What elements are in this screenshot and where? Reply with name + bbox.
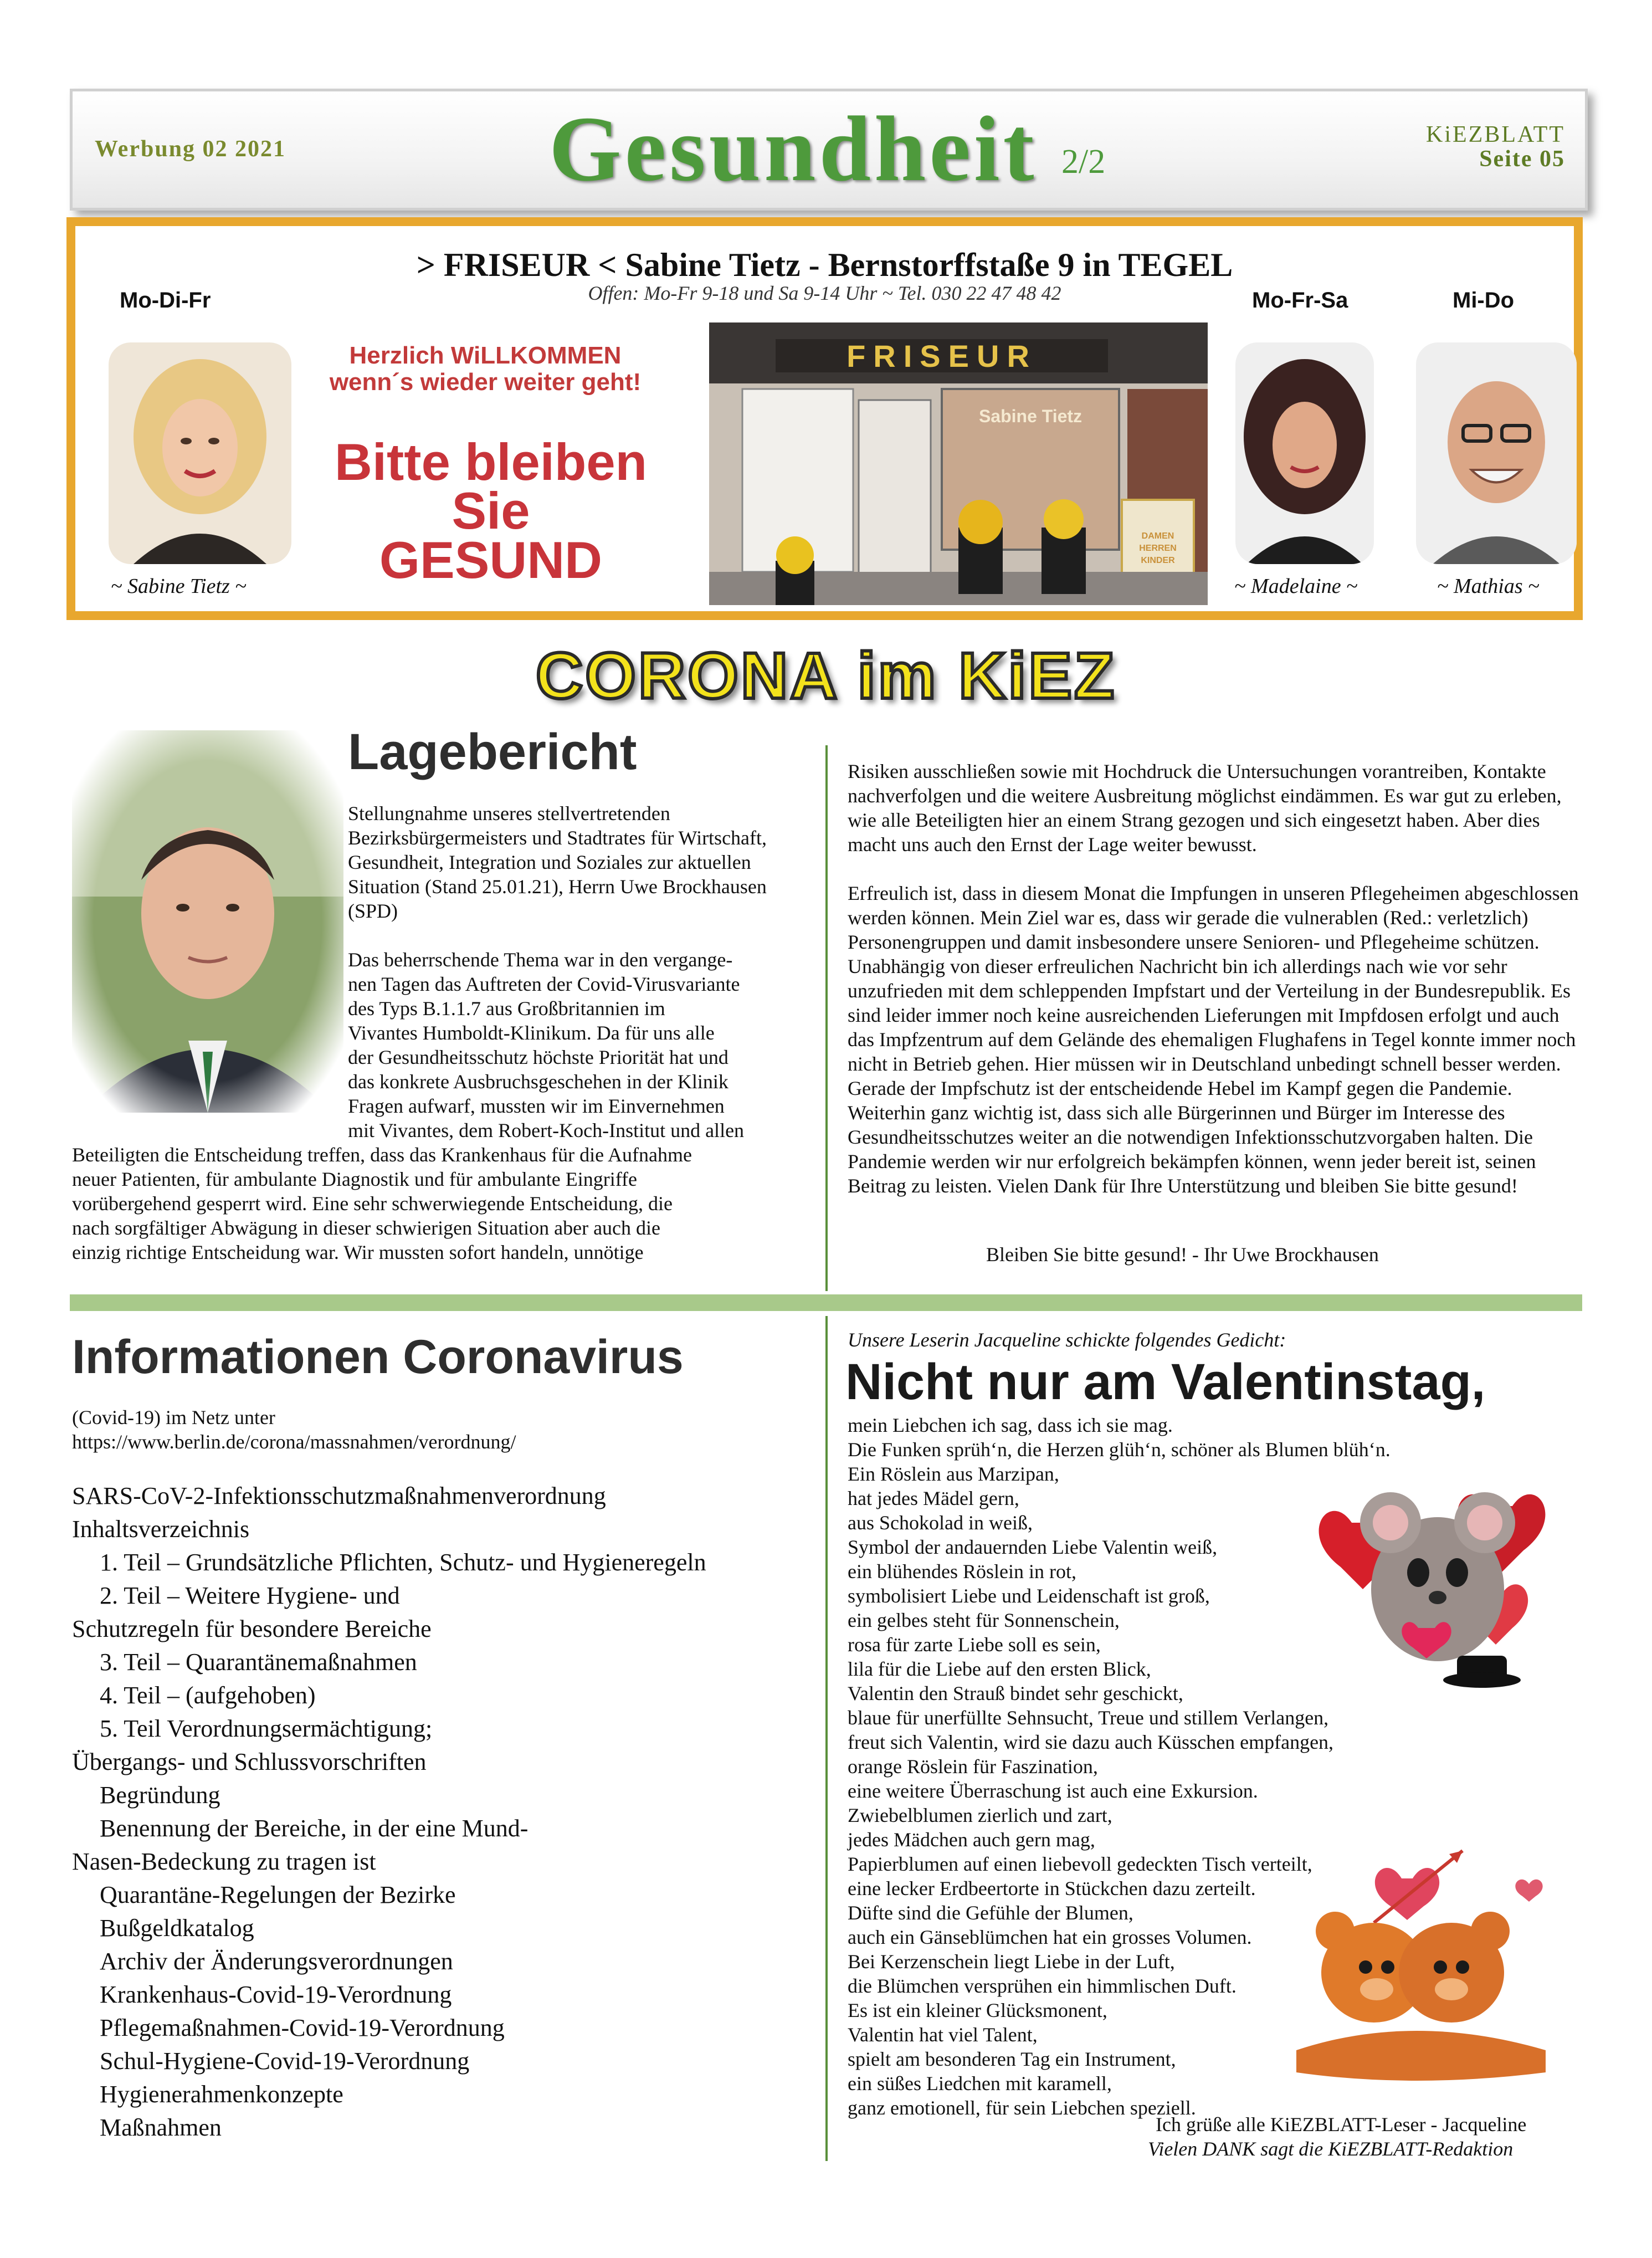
article-column-narrow	[348, 948, 819, 1143]
poem-line: aus Schokolad in weiß,	[848, 1512, 1033, 1534]
door-sign-line-3: KINDER	[1141, 556, 1175, 565]
staff-caption-sabine: ~ Sabine Tietz ~	[111, 575, 247, 598]
toc-item[interactable]: 5. Teil Verordnungsermächtigung;	[100, 1715, 433, 1742]
toc-item[interactable]: Schutzregeln für besondere Bereiche	[72, 1615, 432, 1642]
article-line: vorübergehend gesperrt wird. Eine sehr schwerwiegende Entscheidung, die	[72, 1192, 673, 1215]
article-line: nen Tagen das Auftreten der Covid-Virusvariante	[348, 973, 740, 995]
poem-line: rosa für zarte Liebe soll es sein,	[848, 1634, 1101, 1656]
poem-greeting: Ich grüße alle KiEZBLATT-Leser - Jacqueline	[1156, 2113, 1527, 2136]
poem-line: mein Liebchen ich sag, dass ich sie mag.	[848, 1414, 1173, 1436]
page-header	[70, 89, 1588, 211]
poem-line: ein gelbes steht für Sonnenschein,	[848, 1609, 1120, 1631]
article-right-paragraph-2: Erfreulich ist, dass in diesem Monat die Impfungen in unseren Pflegeheimen abgeschlossen werden können. Mein Ziel war es, dass wir gerade die vulnerablen (Red.: verletzlich) Personengruppen und damit insbesondere unsere Senioren- und Pflegeheime schützen. Unabhängig von dieser erfreulichen Nachricht bin ich allerdings nach wie vor sehr unzufrieden mit dem schleppenden Impfstart und der Verteilung in der Bundesrepublik. Es sind leider immer noch keine ausreichenden Lieferungen mit Impfdosen erfolgt und auch das Impfzentrum auf dem Gelände des ehemaligen Flughafens in Tegel konnte immer noch nicht in Betrieb gehen. Hier müssen wir in Deutschland unbedingt schnell besser werden. Gerade der Impfschutz ist der entscheidende Hebel im Kampf gegen die Pandemie. Weiterhin ganz wichtig ist, dass sich alle Bürgerinnen und Bürger im Interesse des Gesundheitsschutzes weiter an die notwendigen Infektionsschutzvorgaben halten. Die Pandemie werden wir nur erfolgreich bekämpfen können, wenn jeder bereit ist, seinen Beitrag zu leisten. Vielen Dank für Ihre Unterstützung und bleiben Sie bitte gesund!	[848, 882, 1579, 1197]
staff-days-madelaine: Mo-Fr-Sa	[1252, 288, 1348, 313]
staff-caption-madelaine: ~ Madelaine ~	[1234, 575, 1358, 598]
toc-item[interactable]: Benennung der Bereiche, in der eine Mund-	[100, 1815, 529, 1842]
toc-item[interactable]: Bußgeldkatalog	[100, 1914, 254, 1942]
column-divider	[825, 745, 828, 1291]
stay-safe-line-2: Sie	[452, 482, 530, 540]
welcome-message: Herzlich WiLLKOMMEN wenn´s wieder weiter geht!	[329, 342, 642, 396]
toc-item[interactable]: SARS-CoV-2-Infektionsschutzmaßnahmenverordnung	[72, 1482, 606, 1509]
shop-window-text: Sabine Tietz	[978, 406, 1082, 426]
poem-line: Papierblumen auf einen liebevoll gedeckten Tisch verteilt,	[848, 1853, 1312, 1875]
salon-headline: > FRISEUR < Sabine Tietz - Bernstorffstaße 9 in TEGEL	[416, 247, 1233, 283]
poem-line: ganz emotionell, für sein Liebchen speziell.	[848, 2097, 1196, 2119]
poem-title: Nicht nur am Valentinstag,	[845, 1354, 1486, 1410]
brand-name: KiEZBLATT	[1426, 122, 1565, 147]
article-line: Das beherrschende Thema war in den vergange-	[348, 949, 733, 971]
toc-item[interactable]: 1. Teil – Grundsätzliche Pflichten, Schutz- und Hygieneregeln	[100, 1549, 706, 1576]
toc-item[interactable]: Krankenhaus-Covid-19-Verordnung	[100, 1981, 452, 2008]
mouse-hearts-illustration	[1307, 1456, 1568, 1700]
page-fraction: 2/2	[1061, 143, 1106, 181]
poem-line: auch ein Gänseblümchen hat ein grosses Volumen.	[848, 1926, 1252, 1948]
portrait-mathias	[1416, 342, 1577, 564]
poem-line: symbolisiert Liebe und Leidenschaft ist groß,	[848, 1585, 1210, 1607]
poem-line: Es ist ein kleiner Glücksmonent,	[848, 1999, 1107, 2021]
toc-item[interactable]: Schul-Hygiene-Covid-19-Verordnung	[100, 2047, 470, 2075]
article-line: des Typs B.1.1.7 aus Großbritannien im	[348, 997, 665, 1020]
page-title: Gesundheit	[549, 98, 1038, 201]
toc-item[interactable]: Begründung	[100, 1781, 220, 1809]
photo-uwe-brockhausen	[72, 730, 343, 1113]
poem-line: blaue für unerfüllte Sehnsucht, Treue und stillem Verlangen,	[848, 1707, 1329, 1729]
poem-line: eine lecker Erdbeertorte in Stückchen dazu zerteilt.	[848, 1877, 1256, 1899]
portrait-mathias-photo	[1416, 342, 1577, 564]
article-right-paragraph-1: Risiken ausschließen sowie mit Hochdruck die Untersuchungen vorantreiben, Kontakte nachverfolgen und die weitere Ausbreitung möglichst eindämmen. Es war gut zu erleben, wie alle Beteiligten hier an einem Strang gezogen und sich eingesetzt haben. Aber dies macht uns auch den Ernst der Lage weiter bewusst.	[848, 760, 1562, 856]
article-line: das konkrete Ausbruchsgeschehen in der Klinik	[348, 1071, 728, 1093]
staff-caption-mathias: ~ Mathias ~	[1437, 575, 1540, 598]
poem-line: Zwiebelblumen zierlich und zart,	[848, 1804, 1112, 1826]
poem-line: freut sich Valentin, wird sie dazu auch Küsschen empfangen,	[848, 1731, 1334, 1753]
poem-line: hat jedes Mädel gern,	[848, 1487, 1019, 1509]
toc-item[interactable]: Nasen-Bedeckung zu tragen ist	[72, 1848, 376, 1875]
article-line: Fragen aufwarf, mussten wir im Einvernehmen	[348, 1095, 725, 1117]
poem-line: orange Röslein für Faszination,	[848, 1755, 1098, 1778]
portrait-madelaine	[1235, 342, 1374, 564]
article-line: nach sorgfältiger Abwägung in dieser schwierigen Situation aber auch die	[72, 1217, 661, 1239]
door-sign-line-1: DAMEN	[1141, 531, 1174, 541]
toc-item[interactable]: Maßnahmen	[100, 2114, 222, 2141]
article-signoff: Bleiben Sie bitte gesund! - Ihr Uwe Brockhausen	[986, 1243, 1379, 1266]
poem-line: Düfte sind die Gefühle der Blumen,	[848, 1902, 1133, 1924]
toc-item[interactable]: 4. Teil – (aufgehoben)	[100, 1682, 316, 1709]
article-title-lagebericht: Lagebericht	[348, 724, 637, 780]
politician-photo	[72, 730, 343, 1113]
poem-line: Valentin den Strauß bindet sehr geschickt,	[848, 1682, 1183, 1704]
poem-intro: Unsere Leserin Jacqueline schickte folgendes Gedicht:	[848, 1329, 1286, 1351]
page-number: Seite 05	[1479, 146, 1565, 172]
poem-line: lila für die Liebe auf den ersten Blick,	[848, 1658, 1151, 1680]
toc-item[interactable]: Hygienerahmenkonzepte	[100, 2081, 343, 2108]
poem-line: Ein Röslein aus Marzipan,	[848, 1463, 1059, 1485]
staff-days-sabine: Mo-Di-Fr	[120, 288, 211, 313]
shop-front-illustration	[709, 322, 1208, 605]
info-subtitle: (Covid-19) im Netz unter	[72, 1406, 275, 1428]
stay-safe-line-1: Bitte bleiben	[334, 433, 648, 491]
article-line: Beteiligten die Entscheidung treffen, dass das Krankenhaus für die Aufnahme	[72, 1144, 692, 1166]
toc-item[interactable]: Inhaltsverzeichnis	[72, 1515, 250, 1543]
toc-item[interactable]: Übergangs- und Schlussvorschriften	[72, 1748, 427, 1775]
shop-photo	[709, 322, 1208, 605]
salon-advertisement	[66, 217, 1583, 620]
toc-item[interactable]: Pflegemaßnahmen-Covid-19-Verordnung	[100, 2014, 505, 2041]
issue-label: Werbung 02 2021	[95, 136, 286, 162]
info-url-link[interactable]: https://www.berlin.de/corona/massnahmen/verordnung/	[72, 1431, 516, 1453]
toc-item[interactable]: 3. Teil – Quarantänemaßnahmen	[100, 1648, 417, 1676]
info-title: Informationen Coronavirus	[72, 1330, 684, 1384]
mouse-hearts-clipart	[1307, 1456, 1568, 1700]
portrait-madelaine-photo	[1235, 342, 1374, 564]
stay-safe-line-3: GESUND	[379, 530, 603, 589]
editorial-thanks: Vielen DANK sagt die KiEZBLATT-Redaktion	[1148, 2138, 1514, 2160]
column-divider	[825, 1316, 828, 2161]
staff-days-mathias: Mi-Do	[1453, 288, 1515, 313]
article-line: mit Vivantes, dem Robert-Koch-Institut und allen	[348, 1119, 745, 1141]
poem-line: ein blühendes Röslein in rot,	[848, 1560, 1076, 1583]
poem-line: ein süßes Liedchen mit karamell,	[848, 2072, 1112, 2095]
poem-line: Bei Kerzenschein liegt Liebe in der Luft,	[848, 1950, 1175, 1973]
poem-line: eine weitere Überraschung ist auch eine Exkursion.	[848, 1780, 1258, 1802]
poem-line: jedes Mädchen auch gern mag,	[848, 1829, 1095, 1851]
door-sign-line-2: HERREN	[1139, 544, 1177, 553]
poem-line: spielt am besonderen Tag ein Instrument,	[848, 2048, 1176, 2070]
article-line: neuer Patienten, für ambulante Diagnostik und für ambulante Eingriffe	[72, 1168, 638, 1190]
toc-item[interactable]: Archiv der Änderungsverordnungen	[100, 1948, 453, 1975]
section-divider	[70, 1294, 1582, 1311]
article-intro: Stellungnahme unseres stellvertretenden Bezirksbürgermeisters und Stadtrates für Wirtschaft, Gesundheit, Integration und Soziales zur aktuellen Situation (Stand 25.01.21), Herrn Uwe Brockhausen (SPD)	[348, 802, 767, 922]
portrait-sabine	[109, 342, 291, 564]
article-column-wide	[72, 1143, 814, 1264]
salon-hours: Offen: Mo-Fr 9-18 und Sa 9-14 Uhr ~ Tel. 030 22 47 48 42	[588, 282, 1061, 304]
article-line: einzig richtige Entscheidung war. Wir mussten sofort handeln, unnötige	[72, 1241, 644, 1263]
toc-item[interactable]: 2. Teil – Weitere Hygiene- und	[100, 1582, 400, 1609]
toc-list	[72, 1479, 814, 2144]
teddy-bears-clipart	[1263, 1829, 1579, 2095]
poem-line: Die Funken sprüh‘n, die Herzen glüh‘n, schöner als Blumen blüh‘n.	[848, 1438, 1391, 1461]
poem-line: Valentin hat viel Talent,	[848, 2024, 1038, 2046]
article-line: Vivantes Humboldt-Klinikum. Da für uns alle	[348, 1022, 715, 1044]
shop-sign-text: FRISEUR	[846, 339, 1037, 373]
teddy-bears-illustration	[1263, 1829, 1579, 2095]
stay-safe-message	[308, 433, 674, 589]
toc-item[interactable]: Quarantäne-Regelungen der Bezirke	[100, 1881, 456, 1908]
poem-line: die Blümchen versprühen ein himmlischen Duft.	[848, 1975, 1237, 1997]
portrait-sabine-photo	[109, 342, 291, 564]
section-heading-corona: CORONA im KiEZ	[535, 639, 1117, 713]
poem-line: Symbol der andauernden Liebe Valentin weiß,	[848, 1536, 1218, 1558]
article-line: der Gesundheitsschutz höchste Priorität hat und	[348, 1046, 728, 1068]
